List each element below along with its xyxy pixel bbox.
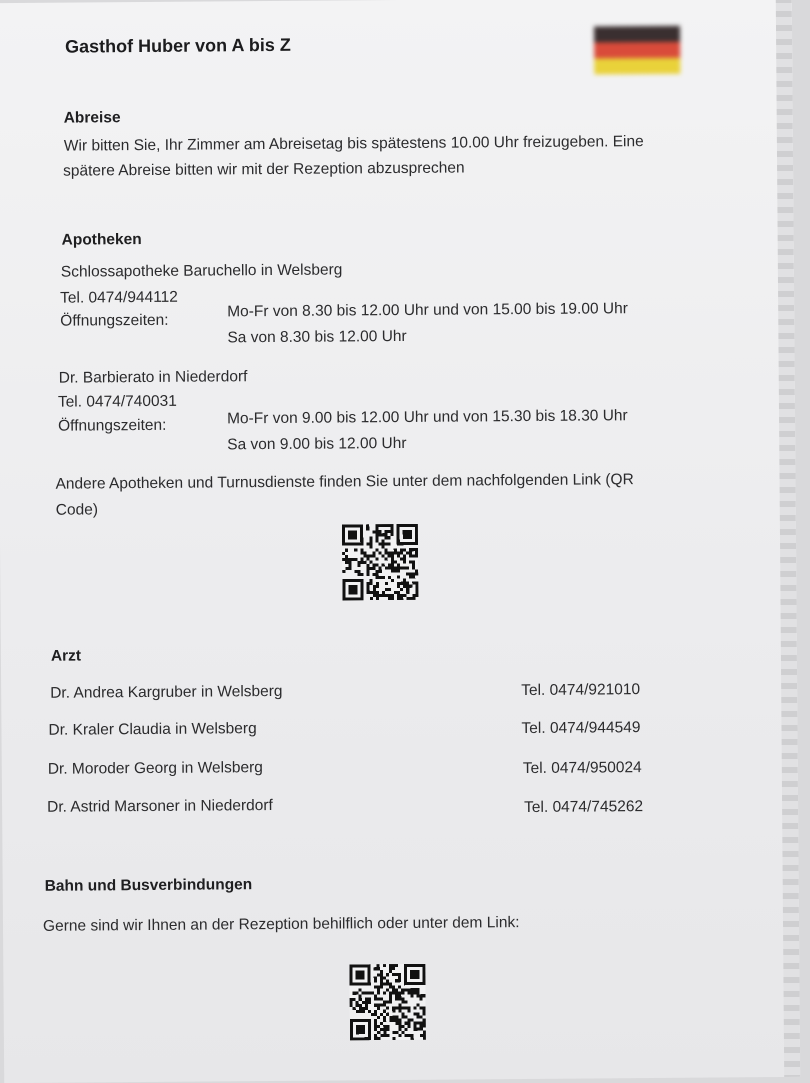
apotheken-link-text-line-2: Code) [55, 501, 99, 519]
pharmacy-hours-saturday: Sa von 8.30 bis 12.00 Uhr [227, 327, 407, 347]
abreise-text-line-2: spätere Abreise bitten wir mit der Rezeption abzusprechen [63, 159, 465, 180]
pharmacy-tel: Tel. 0474/944112 [60, 288, 178, 307]
arzt-heading: Arzt [50, 647, 82, 665]
doctor-tel: Tel. 0474/950024 [522, 759, 642, 778]
doctor-tel: Tel. 0474/921010 [521, 681, 641, 700]
pharmacy-hours-label: Öffnungszeiten: [58, 416, 167, 435]
apotheken-heading: Apotheken [61, 231, 142, 249]
pharmacy-hours-weekday: Mo-Fr von 9.00 bis 12.00 Uhr und von 15.30 bis 18.30 Uhr [226, 407, 628, 428]
abreise-text-line-1: Wir bitten Sie, Ihr Zimmer am Abreisetag bis spätestens 10.00 Uhr freizugeben. Eine [63, 133, 644, 155]
doctor-name: Dr. Moroder Georg in Welsberg [47, 759, 263, 778]
pharmacy-hours-label: Öffnungszeiten: [60, 311, 169, 330]
pharmacy-qr-code[interactable] [342, 524, 419, 601]
abreise-heading: Abreise [63, 109, 121, 127]
doctor-name: Dr. Astrid Marsoner in Niederdorf [47, 797, 273, 816]
doctor-name: Dr. Kraler Claudia in Welsberg [48, 720, 257, 739]
bahn-text: Gerne sind wir Ihnen an der Rezeption behilflich oder unter dem Link: [42, 914, 520, 935]
doctor-tel: Tel. 0474/745262 [524, 798, 644, 817]
german-flag-icon [594, 26, 680, 75]
pharmacy-hours-weekday: Mo-Fr von 8.30 bis 12.00 Uhr und von 15.00 bis 19.00 Uhr [227, 300, 628, 321]
pharmacy-name: Schlossapotheke Baruchello in Welsberg [60, 261, 343, 281]
transport-qr-code[interactable] [349, 964, 426, 1041]
bahn-heading: Bahn und Busverbindungen [44, 876, 253, 895]
document-title: Gasthof Huber von A bis Z [65, 34, 291, 57]
paper-edge [776, 0, 800, 1077]
doctor-tel: Tel. 0474/944549 [521, 719, 641, 738]
pharmacy-name: Dr. Barbierato in Niederdorf [58, 368, 248, 387]
pharmacy-hours-saturday: Sa von 9.00 bis 12.00 Uhr [227, 434, 407, 454]
doctor-name: Dr. Andrea Kargruber in Welsberg [50, 682, 283, 702]
apotheken-link-text-line-1: Andere Apotheken und Turnusdienste finden Sie unter dem nachfolgenden Link (QR [55, 471, 634, 493]
pharmacy-tel: Tel. 0474/740031 [57, 392, 177, 411]
